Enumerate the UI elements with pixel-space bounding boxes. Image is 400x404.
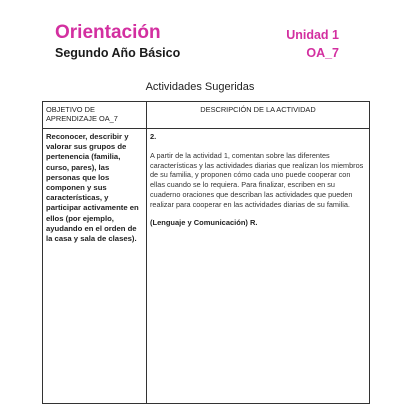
objective-cell <box>43 129 147 404</box>
oa-code: OA_7 <box>306 46 339 60</box>
table-row <box>43 129 370 404</box>
description-column-header: DESCRIPCIÓN DE LA ACTIVIDAD <box>147 102 370 129</box>
activity-table <box>42 101 370 404</box>
section-title: Actividades Sugeridas <box>145 81 255 93</box>
subject-title: Orientación <box>55 22 161 43</box>
unit-title: Unidad 1 <box>286 28 339 42</box>
objective-text: Reconocer, describir y valorar sus grupos de pertenencia (familia, curso, pares), las personas que los componen y sus características, y participar activamente en ellos (por ejemplo, ayudando en el orden de la casa y sala de clases). <box>46 132 139 244</box>
description-cell <box>147 129 370 404</box>
document-header <box>55 22 180 60</box>
table-header-row <box>43 102 370 129</box>
activity-number: 2. <box>150 132 157 141</box>
grade-title: Segundo Año Básico <box>55 46 181 60</box>
activity-subject: (Lenguaje y Comunicación) R. <box>150 218 258 228</box>
objective-column-header: OBJETIVO DE APRENDIZAJE OA_7 <box>43 102 147 129</box>
unit-header <box>286 28 339 60</box>
activity-description: A partir de la actividad 1, comentan sobre las diferentes características y las actividades diarias que realizan los miembros de su familia, y proponen cómo cada uno puede cooperar con ellas cuando se lo requiera. Para finalizar, escriben en su cuaderno oraciones que describan las actividades que pueden realizar para cooperar en las actividades diarias de su familia. <box>150 151 364 209</box>
